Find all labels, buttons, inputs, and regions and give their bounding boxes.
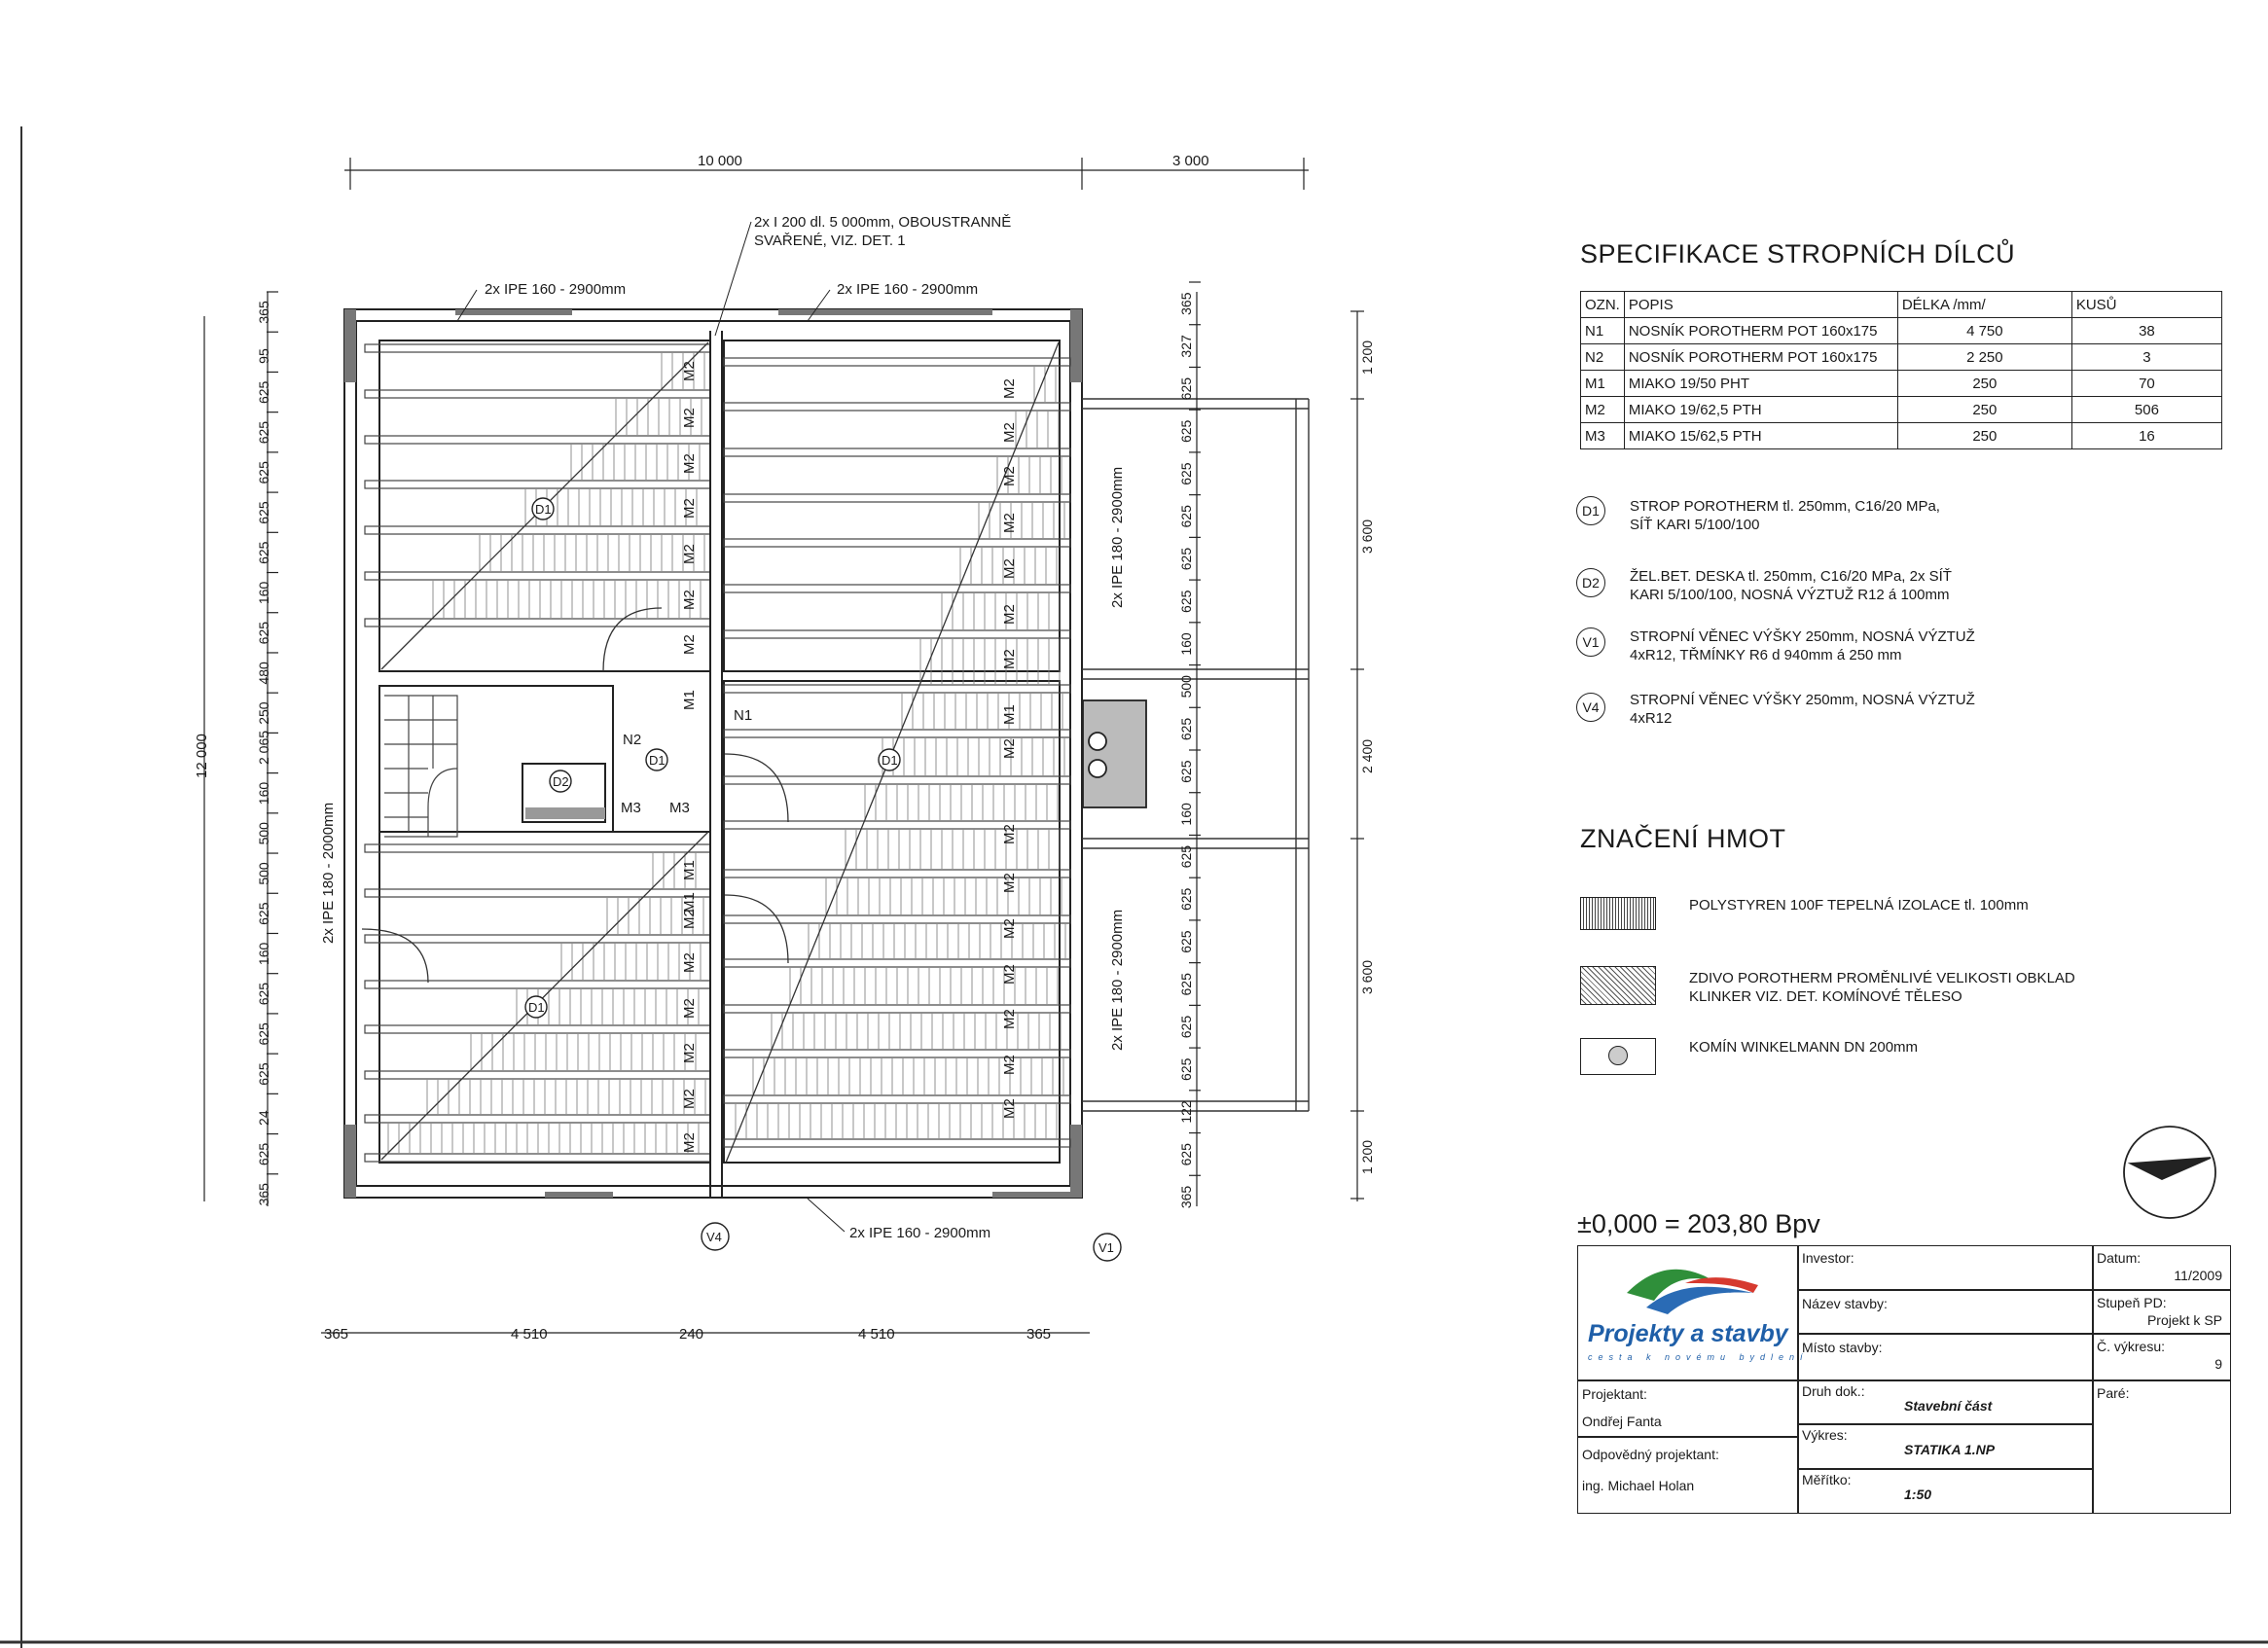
m2-label: M2 [681, 498, 698, 519]
legend-v4-mark: V4 [1576, 693, 1605, 722]
joist-rib [724, 730, 1070, 737]
material-masonry-line2: KLINKER VIZ. DET. KOMÍNOVÉ TĚLESO [1689, 988, 1962, 1005]
dim-chain-value: 625 [1178, 760, 1194, 783]
dim-chain-value: 160 [256, 942, 271, 966]
m2-label: M2 [1001, 649, 1018, 669]
odp-projektant-value: ing. Michael Holan [1582, 1478, 1695, 1493]
joist-rib [724, 821, 1070, 829]
m2-label: M2 [1001, 558, 1018, 579]
dim-chain-value: 95 [256, 348, 271, 364]
m2-label: M2 [681, 408, 698, 428]
spec-header-row [1581, 292, 2222, 318]
dim-chain-value: 365 [1178, 292, 1194, 315]
dim-chain-value: 625 [1178, 1057, 1194, 1081]
dim-chain-value: 625 [256, 621, 271, 645]
i200-label-2: SVAŘENÉ, VIZ. DET. 1 [754, 233, 906, 249]
m2-label: M2 [1001, 1009, 1018, 1029]
d2-mark: D2 [553, 774, 569, 789]
joist-rib [724, 448, 1070, 456]
dim-top-3000: 3 000 [1172, 153, 1209, 169]
druh-value: Stavební část [1904, 1398, 1993, 1414]
dim-chain-value: 625 [256, 380, 271, 405]
joist-rib [724, 630, 1070, 638]
spec-cell: 250 [1897, 397, 2071, 423]
dim-chain-value: 625 [256, 420, 271, 445]
dim-chain-value: 625 [1178, 930, 1194, 953]
legend-d2-line1: ŽEL.BET. DESKA tl. 250mm, C16/20 MPa, 2x SÍŤ [1630, 568, 1952, 585]
spec-header-kusu: KUSŮ [2071, 292, 2221, 318]
m2-label: M2 [681, 1043, 698, 1063]
material-chimney-line1: KOMÍN WINKELMANN DN 200mm [1689, 1039, 1919, 1056]
joist-rib [365, 1025, 710, 1033]
dim-chain-value: 327 [1178, 335, 1194, 358]
dim-left-total: 12 000 [194, 734, 210, 778]
spec-cell: M3 [1581, 423, 1625, 449]
dim-chain-value: 250 [256, 701, 271, 725]
block-labels [681, 361, 1018, 1153]
investor-label: Investor: [1802, 1250, 1854, 1266]
level-reference: ±0,000 = 203,80 Bpv [1577, 1209, 1820, 1238]
dim-chain-value: 625 [1178, 1143, 1194, 1166]
spec-row [1581, 423, 2222, 449]
dim-chain-value: 24 [256, 1110, 271, 1126]
dim-bottom-5: 365 [1026, 1326, 1052, 1343]
dim-chain-value: 625 [256, 1142, 271, 1166]
wall-corners [344, 309, 1082, 1198]
staircase [384, 696, 605, 837]
dim-right-value: 3 600 [1359, 959, 1375, 994]
projektant-label: Projektant: [1582, 1386, 1647, 1402]
dim-chain-value: 365 [1178, 1185, 1194, 1209]
spec-cell: 3 [2071, 344, 2221, 371]
meritko-value: 1:50 [1904, 1487, 1932, 1502]
dim-bottom-2: 4 510 [511, 1326, 548, 1343]
outer-walls [344, 309, 1082, 1198]
spec-row [1581, 344, 2222, 371]
dim-bottom-1: 365 [324, 1326, 349, 1343]
m2-label: M2 [1001, 466, 1018, 486]
dim-chain-value: 500 [256, 862, 271, 885]
dim-chain-value: 625 [1178, 973, 1194, 996]
joist-rib [365, 1071, 710, 1079]
m3-label-2: M3 [669, 800, 690, 816]
dim-top-10000: 10 000 [698, 153, 742, 169]
joist-rib [724, 1005, 1070, 1013]
dim-left-chain [256, 292, 278, 1205]
joist-rib [724, 403, 1070, 411]
m2-label: M2 [1001, 604, 1018, 625]
title-block [1577, 1245, 2231, 1514]
dim-chain-value: 625 [1178, 844, 1194, 869]
dim-chain-value: 160 [1178, 632, 1194, 656]
m3-label-1: M3 [621, 800, 641, 816]
legend-d1-line2: SÍŤ KARI 5/100/100 [1630, 517, 1760, 533]
masonry-swatch [1580, 966, 1656, 1005]
joist-rib [724, 959, 1070, 967]
legend-d1-mark: D1 [1576, 496, 1605, 525]
legend-d2-mark: D2 [1576, 568, 1605, 597]
logo-name: Projekty a stavby [1588, 1320, 1788, 1347]
polystyrene-swatch [1580, 897, 1656, 930]
north-arrow [2124, 1127, 2215, 1218]
joist-rib [365, 572, 710, 580]
legend-v4-line1: STROPNÍ VĚNEC VÝŠKY 250mm, NOSNÁ VÝZTUŽ [1630, 692, 1975, 708]
m1-label: M1 [1001, 704, 1018, 725]
joist-rib [365, 390, 710, 398]
legend-v4-line2: 4xR12 [1630, 710, 1673, 727]
odp-projektant-label: Odpovědný projektant: [1582, 1447, 1719, 1462]
joist-rib [724, 1050, 1070, 1057]
meritko-label: Měřítko: [1802, 1472, 1852, 1487]
legend-v1-mark: V1 [1576, 627, 1605, 657]
m2-label: M2 [1001, 378, 1018, 399]
chimney [1083, 700, 1146, 807]
m2-label: M2 [681, 998, 698, 1019]
m2-label: M2 [1001, 738, 1018, 759]
dim-chain-value: 625 [256, 1062, 271, 1086]
spec-cell: 16 [2071, 423, 2221, 449]
ipe180-right-top-label: 2x IPE 180 - 2900mm [1109, 466, 1126, 608]
dim-chain-value: 625 [1178, 505, 1194, 528]
ipe-bottom-label: 2x IPE 160 - 2900mm [849, 1225, 991, 1241]
joist-rib [724, 358, 1070, 366]
legend-v1-line1: STROPNÍ VĚNEC VÝŠKY 250mm, NOSNÁ VÝZTUŽ [1630, 628, 1975, 645]
dim-chain-value: 625 [1178, 547, 1194, 571]
misto-label: Místo stavby: [1802, 1340, 1883, 1355]
spec-cell: MIAKO 19/50 PHT [1624, 371, 1897, 397]
m2-label: M2 [681, 1089, 698, 1109]
legend-v4 [1630, 691, 1975, 728]
m2-label: M2 [1001, 964, 1018, 985]
v1-mark: V1 [1098, 1240, 1114, 1255]
spec-header-delka: DÉLKA /mm/ [1897, 292, 2071, 318]
vykres-value: STATIKA 1.NP [1904, 1442, 1996, 1457]
stavba-label: Název stavby: [1802, 1296, 1888, 1311]
dim-right-value: 1 200 [1359, 340, 1375, 375]
druh-label: Druh dok.: [1802, 1383, 1865, 1399]
i200-label-1: 2x I 200 dl. 5 000mm, OBOUSTRANNĚ [754, 214, 1012, 231]
ipe-top-left-label: 2x IPE 160 - 2900mm [485, 281, 627, 298]
spec-cell: 250 [1897, 371, 2071, 397]
joist-rib [724, 585, 1070, 592]
material-masonry-line1: ZDIVO POROTHERM PROMĚNLIVÉ VELIKOSTI OBKLAD [1689, 970, 2075, 986]
middle-beams [710, 331, 722, 1197]
spec-header-popis: POPIS [1624, 292, 1897, 318]
spec-cell: M2 [1581, 397, 1625, 423]
joist-rib [365, 889, 710, 897]
dim-bottom-3: 240 [679, 1326, 704, 1343]
projektant-value: Ondřej Fanta [1582, 1414, 1662, 1429]
datum-value: 11/2009 [2174, 1268, 2222, 1283]
spec-cell: NOSNÍK POROTHERM POT 160x175 [1624, 318, 1897, 344]
n2-label: N2 [623, 732, 642, 748]
m2-label: M2 [681, 453, 698, 474]
joist-rib [724, 539, 1070, 547]
dim-chain-value: 365 [256, 301, 271, 324]
dim-chain-value: 365 [256, 1183, 271, 1206]
joist-rib [365, 981, 710, 988]
dim-right-value: 3 600 [1359, 519, 1375, 554]
spec-header-ozn: OZN. [1581, 292, 1625, 318]
m2-label: M2 [1001, 422, 1018, 443]
m2-label: M2 [1001, 824, 1018, 844]
chimney-swatch [1580, 1038, 1656, 1075]
m2-label: M2 [681, 590, 698, 610]
spec-row [1581, 318, 2222, 344]
dim-chain-value: 160 [256, 781, 271, 806]
dim-chain-value: 625 [256, 501, 271, 524]
dim-right-chain [1350, 311, 1375, 1199]
joist-rib [365, 526, 710, 534]
legend-d2-line2: KARI 5/100/100, NOSNÁ VÝZTUŽ R12 á 100mm [1630, 587, 1950, 603]
logo-tagline: cesta k novému bydlení [1588, 1352, 1809, 1362]
vykres-no-label: Č. výkresu: [2097, 1339, 2166, 1354]
joist-rib [365, 1154, 710, 1162]
m1-label: M1 [681, 892, 698, 913]
m2-label: M2 [681, 361, 698, 381]
n1-label: N1 [734, 707, 753, 724]
material-polystyrene-line1: POLYSTYREN 100F TEPELNÁ IZOLACE tl. 100mm [1689, 897, 2029, 914]
spec-row [1581, 371, 2222, 397]
m2-label: M2 [1001, 918, 1018, 939]
joist-rib [724, 870, 1070, 878]
dim-chain-value: 625 [256, 461, 271, 484]
dim-chain-value: 500 [256, 822, 271, 845]
dim-chain-value: 480 [256, 662, 271, 685]
m2-label: M2 [681, 1132, 698, 1153]
joist-rib [365, 619, 710, 627]
dim-bottom-4: 4 510 [858, 1326, 895, 1343]
spec-cell: 2 250 [1897, 344, 2071, 371]
dim-chain-value: 625 [256, 541, 271, 564]
dim-chain-value: 625 [256, 982, 271, 1006]
spec-cell: N2 [1581, 344, 1625, 371]
chimney-icon [1608, 1046, 1628, 1065]
spec-row [1581, 397, 2222, 423]
spec-cell: 38 [2071, 318, 2221, 344]
pare-label: Paré: [2097, 1385, 2130, 1401]
spec-cell: M1 [1581, 371, 1625, 397]
spec-title: SPECIFIKACE STROPNÍCH DÍLCŮ [1580, 239, 2016, 269]
m2-label: M2 [681, 634, 698, 655]
m2-label: M2 [681, 909, 698, 929]
spec-cell: 70 [2071, 371, 2221, 397]
datum-label: Datum: [2097, 1250, 2142, 1266]
legend-v1-line2: 4xR12, TŘMÍNKY R6 d 940mm á 250 mm [1630, 647, 1902, 663]
d1-mark-3: D1 [882, 753, 898, 768]
m2-label: M2 [681, 952, 698, 973]
m1-label: M1 [681, 860, 698, 880]
circle-mark-labels [528, 502, 1114, 1255]
dim-chain-value: 122 [1178, 1100, 1194, 1124]
ipe-top-right-label: 2x IPE 160 - 2900mm [837, 281, 979, 298]
material-polystyrene [1689, 896, 2029, 914]
joist-rib [724, 1095, 1070, 1103]
dim-chain-value: 160 [1178, 803, 1194, 826]
dim-chain-value: 625 [1178, 376, 1194, 401]
dim-chain-value: 625 [1178, 717, 1194, 741]
dim-chain-value: 625 [256, 1022, 271, 1046]
dim-right-value: 1 200 [1359, 1139, 1375, 1174]
vykres-no-value: 9 [2214, 1356, 2222, 1372]
spec-cell: 4 750 [1897, 318, 2071, 344]
dim-chain-value: 625 [256, 902, 271, 925]
spec-cell: N1 [1581, 318, 1625, 344]
spec-cell: MIAKO 15/62,5 PTH [1624, 423, 1897, 449]
dim-chain-value: 625 [1178, 1015, 1194, 1039]
joist-rib [365, 844, 710, 852]
d1-mark-1: D1 [535, 502, 552, 517]
dim-chain-value: 625 [1178, 590, 1194, 613]
m2-label: M2 [1001, 1055, 1018, 1075]
ipe180-right-bottom-label: 2x IPE 180 - 2900mm [1109, 909, 1126, 1051]
spec-cell: 250 [1897, 423, 2071, 449]
spec-cell: MIAKO 19/62,5 PTH [1624, 397, 1897, 423]
joist-rib [724, 776, 1070, 784]
stupen-value: Projekt k SP [2146, 1312, 2222, 1328]
d1-mark-2: D1 [649, 753, 666, 768]
dim-chain-value: 160 [256, 581, 271, 605]
joist-rib [724, 685, 1070, 693]
dim-chain-value: 625 [1178, 887, 1194, 912]
element-labels [621, 707, 752, 816]
joist-rib [365, 1115, 710, 1123]
spec-cell: 506 [2071, 397, 2221, 423]
m2-label: M2 [1001, 513, 1018, 533]
m2-label: M2 [1001, 873, 1018, 893]
dim-chain-value: 625 [1178, 462, 1194, 485]
spec-table [1580, 291, 2222, 449]
dim-chain-value: 625 [1178, 419, 1194, 444]
legend-d2 [1630, 567, 1952, 604]
vykres-label: Výkres: [1802, 1427, 1848, 1443]
materials-title: ZNAČENÍ HMOT [1580, 824, 1786, 853]
d1-mark-4: D1 [528, 1000, 545, 1015]
joist-rib [365, 344, 710, 352]
joist-rib [365, 935, 710, 943]
stupen-label: Stupeň PD: [2097, 1295, 2167, 1310]
joist-rib [365, 436, 710, 444]
joist-rib [724, 1139, 1070, 1147]
joist-rib [724, 494, 1070, 502]
legend-d1 [1630, 497, 1940, 534]
material-chimney [1689, 1038, 1918, 1057]
legend-v1 [1630, 627, 1975, 664]
joist-rib [365, 481, 710, 488]
m1-label: M1 [681, 690, 698, 710]
dim-right-value: 2 400 [1359, 738, 1375, 773]
logo-graphic [1617, 1254, 1763, 1316]
dim-chain-value: 500 [1178, 675, 1194, 699]
dim-chain-value: 2 065 [256, 730, 271, 765]
v4-mark: V4 [706, 1230, 722, 1244]
legend-d1-line1: STROP POROTHERM tl. 250mm, C16/20 MPa, [1630, 498, 1940, 515]
ipe180-left-label: 2x IPE 180 - 2000mm [320, 802, 337, 944]
m2-label: M2 [681, 544, 698, 564]
spec-cell: NOSNÍK POROTHERM POT 160x175 [1624, 344, 1897, 371]
material-masonry [1689, 969, 2075, 1006]
m2-label: M2 [1001, 1098, 1018, 1119]
